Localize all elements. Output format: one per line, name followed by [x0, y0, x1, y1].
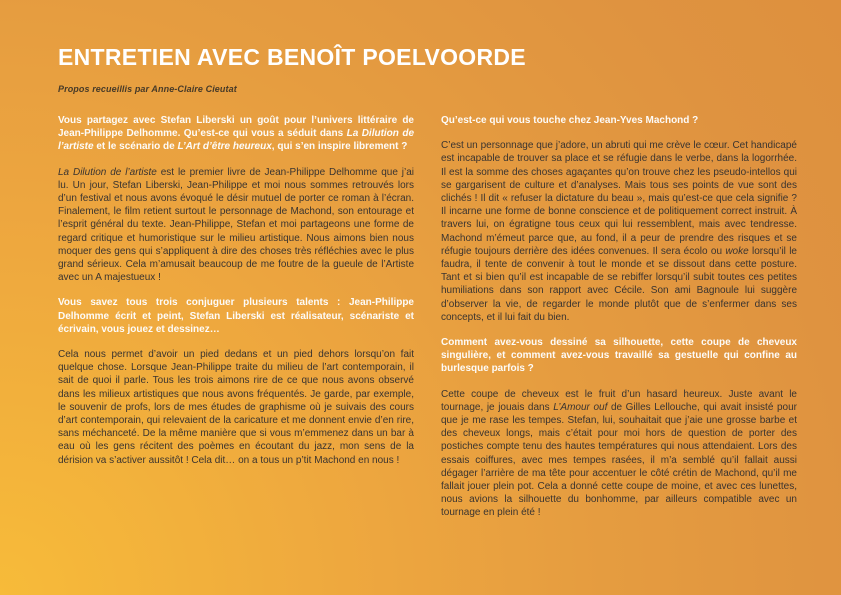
text-segment: , qui s’en inspire librement ? — [271, 141, 408, 153]
interview-question — [441, 336, 797, 376]
text-segment: Qu’est-ce qui vous touche chez Jean-Yves Machond ? — [441, 115, 699, 126]
italic-text-segment: L’Art d’être heureux — [177, 141, 272, 153]
interview-answer — [58, 166, 414, 285]
page-subtitle: Propos recueillis par Anne-Claire Cieutat — [58, 84, 237, 94]
column-right — [441, 114, 797, 532]
italic-text-segment: woke — [725, 245, 749, 257]
interview-answer — [58, 348, 414, 467]
text-segment: C’est un personnage que j’adore, un abruti qui me crève le cœur. Cet handicapé est incapable de trouver sa place et se réfugie dans le verbe, dans la logorrhée. Il est la somme des choses agaçantes qu’on trouve chez les pseudo-intellos qui se gargarisent de culture et d’analyses. Mais tous ses points de vue sont des clichés ! Il dit « refuser la dictature du beau », mais qu’est-ce que cela signifie ? Il incarne une forme de bonne conscience et de politiquement correct instruit. À travers lui, on égratigne tous ceux qui lui ressemblent, mais avec tendresse. Machond m’émeut parce que, au fond, il a peur de prendre des risques et se réfugie toujours derrière des idées convenues. Il sera écolo ou — [441, 140, 797, 257]
text-segment: de Gilles Lellouche, qui avait insisté pour que je me rase les tempes. Stefan, lui, souhaitait que j’aie une grosse barbe et des cheveux longs, mais c’était pour moi hors de question de porter des postiches compte tenu des hautes températures qui nous attendaient. Lors des essais coiffures, avec mes tempes rasées, il m’a semblé qu’il fallait aussi dégager l’arrière de ma tête pour accentuer le côté crétin de Machond, qu’il me fallait jouer plein pot. Cela a donné cette coupe de moine, et avec ces lunettes, nous avions la silhouette du bonhomme, par ailleurs compatible avec un tournage en plein été ! — [441, 401, 797, 519]
text-segment: Cette coupe de cheveux est le fruit d’un hasard heureux. Juste avant le tournage, je jouais dans — [441, 388, 797, 413]
article-columns — [58, 114, 797, 532]
interview-question — [441, 114, 797, 127]
italic-text-segment: La Dilution de l’artiste — [58, 166, 157, 178]
italic-text-segment: L’Amour ouf — [553, 401, 608, 413]
text-segment: Cela nous permet d’avoir un pied dedans et un pied dehors lorsqu’on fait quelque chose. Lorsque Jean-Philippe traite du milieu de l’art contemporain, il sait de quoi il parle. Tous les trois aimons rire de ce que nous avons observé dans les milieux artistiques que nous avons fréquentés. Je garde, par exemple, le souvenir de profs, lors de mes études de graphisme où je suivais des cours d’art contemporain, qui relevaient de la caricature et me donnent envie d’en rire, sans méchanceté. De la même manière que si vous m’emmenez dans un bar à eau où les gens récitent des poèmes en écoutant du jazz, mon sens de la dérision va s’activer aussitôt ! Cela dit… on a tous un p’tit Machond en nous ! — [58, 349, 414, 466]
page-title: ENTRETIEN AVEC BENOÎT POELVOORDE — [58, 44, 526, 70]
column-left — [58, 114, 414, 532]
interview-question — [58, 296, 414, 336]
text-segment: est le premier livre de Jean-Philippe Delhomme que j’ai lu. Un jour, Stefan Liberski, Jean-Philippe et moi nous sommes retrouvés lors d’un festival et nous avons évoqué le désir mutuel de porter ce roman à l’écran. Finalement, le film retient surtout le personnage de Machond, son entourage et l’esprit général du texte. Jean-Philippe, Stefan et moi partageons une forme de regard critique et humoristique sur le milieu artistique. Nous aimons bien nous moquer des gens qui s’appliquent à dire des choses très réfléchies avec le plus grand sérieux. Cela m’amusait beaucoup de me foutre de la gueule de l’Artiste avec un A majestueux ! — [58, 166, 414, 284]
interview-answer — [441, 139, 797, 324]
interview-question — [58, 114, 414, 154]
italic-text-segment: La Dilution de l’artiste — [58, 128, 414, 153]
text-segment: Vous partagez avec Stefan Liberski un goût pour l’univers littéraire de Jean-Philippe Delhomme. Qu’est-ce qui vous a séduit dans — [58, 115, 414, 140]
text-segment: Comment avez-vous dessiné sa silhouette, cette coupe de cheveux singulière, et comment avez-vous travaillé sa gestuelle qui confine au burlesque parfois ? — [441, 337, 797, 375]
text-segment: lorsqu’il le faudra, il tente de convenir à tout le monde et se dissout dans cette posture. Tant et si bien qu’il est incapable de se rebiffer lorsqu’il subit toutes ces petites humiliations dans son rapport avec Cécile. Son ami Bagnoule lui suggère d’observer la vie, de regarder le monde plutôt que de s’enfermer dans ses concepts, et il lui fait du bien. — [441, 245, 797, 323]
text-segment: et le scénario de — [93, 141, 178, 153]
page-header — [58, 44, 797, 94]
text-segment: Vous savez tous trois conjuguer plusieurs talents : Jean-Philippe Delhomme écrit et peint, Stefan Liberski est réalisateur, scénariste et écrivain, vous jouez et dessinez… — [58, 297, 414, 335]
interview-answer — [441, 388, 797, 520]
